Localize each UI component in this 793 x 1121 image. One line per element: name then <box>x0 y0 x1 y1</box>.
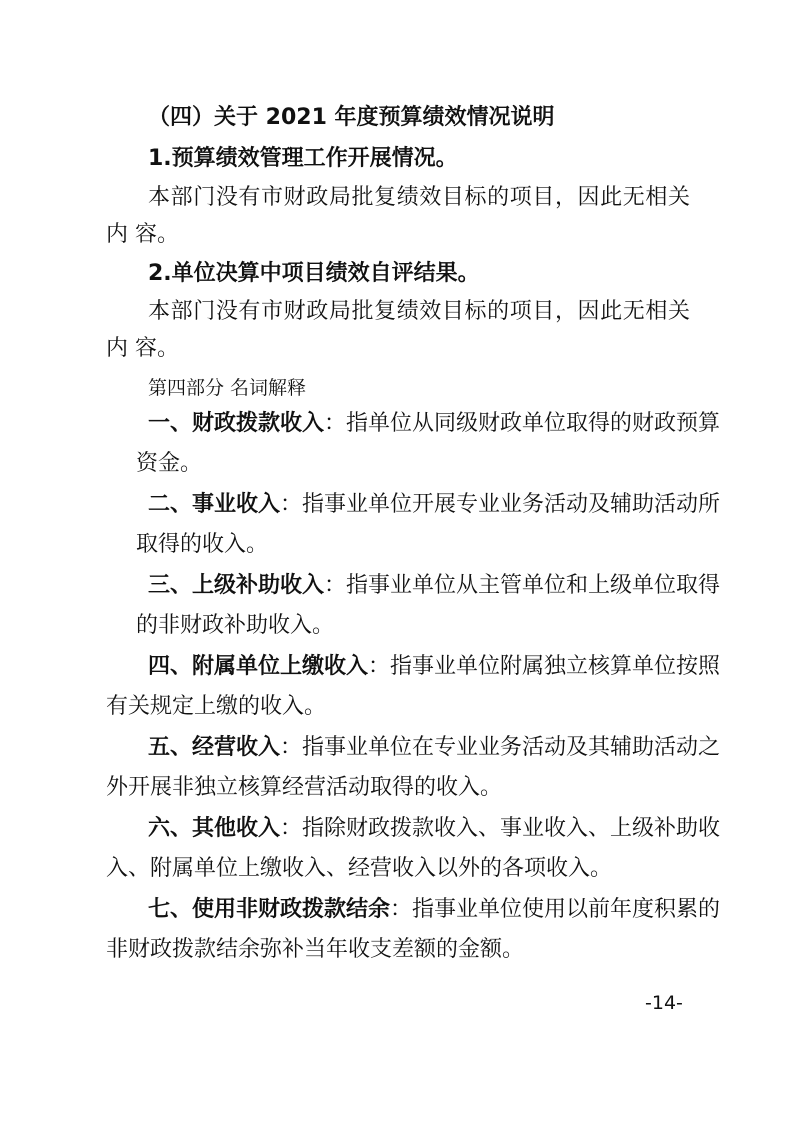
term-text-continued: 有关规定上缴的收入。 <box>106 694 327 719</box>
section-heading: （四）关于 2021 年度预算绩效情况说明 <box>148 105 555 130</box>
term-text: 指事业单位在专业业务活动及其辅助活动之 <box>302 735 721 760</box>
term-definition <box>148 571 721 601</box>
term-label: 六、其他收入 <box>148 816 281 841</box>
term-definition <box>148 409 721 439</box>
paragraph-line: 本部门没有市财政局批复绩效目标的项目，因此无相关 <box>148 299 690 324</box>
term-separator: ： <box>280 816 303 841</box>
subsection-title-2: 2.单位决算中项目绩效自评结果。 <box>148 261 480 286</box>
term-text-continued: 外开展非独立核算经营活动取得的收入。 <box>106 775 503 800</box>
term-definition <box>148 895 721 925</box>
term-definition <box>148 490 721 520</box>
page-number: -14- <box>645 992 683 1014</box>
term-text: 指事业单位开展专业业务活动及辅助活动所 <box>302 492 721 517</box>
term-separator: ： <box>368 654 391 679</box>
term-text-continued: 的非财政补助收入。 <box>136 613 335 638</box>
term-text: 指除财政拨款收入、事业收入、上级补助收 <box>302 816 721 841</box>
paragraph-line: 内 容。 <box>106 222 179 247</box>
subsection-title-1: 1.预算绩效管理工作开展情况。 <box>148 146 458 171</box>
paragraph-line: 内 容。 <box>106 336 179 361</box>
term-separator: ： <box>280 735 303 760</box>
term-label: 二、事业收入 <box>148 492 281 517</box>
term-label: 三、上级补助收入 <box>148 573 325 598</box>
term-definition <box>148 814 721 844</box>
term-text: 指单位从同级财政单位取得的财政预算 <box>346 411 721 436</box>
term-text-continued: 非财政拨款结余弥补当年收支差额的金额。 <box>106 937 525 962</box>
term-definition <box>148 652 721 682</box>
term-text-continued: 取得的收入。 <box>136 532 269 557</box>
term-label: 五、经营收入 <box>148 735 281 760</box>
paragraph-line: 本部门没有市财政局批复绩效目标的项目，因此无相关 <box>148 185 690 210</box>
term-text-continued: 资金。 <box>136 451 203 476</box>
term-text-continued: 入、附属单位上缴收入、经营收入以外的各项收入。 <box>106 856 613 881</box>
term-label: 一、财政拨款收入 <box>148 411 325 436</box>
term-separator: ： <box>280 492 303 517</box>
part-heading: 第四部分 名词解释 <box>148 377 307 399</box>
term-separator: ： <box>390 897 413 922</box>
term-separator: ： <box>324 573 347 598</box>
term-text: 指事业单位附属独立核算单位按照 <box>390 654 721 679</box>
term-text: 指事业单位使用以前年度积累的 <box>412 897 721 922</box>
term-separator: ： <box>324 411 347 436</box>
term-label: 七、使用非财政拨款结余 <box>148 897 391 922</box>
term-definition <box>148 733 721 763</box>
term-text: 指事业单位从主管单位和上级单位取得 <box>346 573 721 598</box>
term-label: 四、附属单位上缴收入 <box>148 654 369 679</box>
